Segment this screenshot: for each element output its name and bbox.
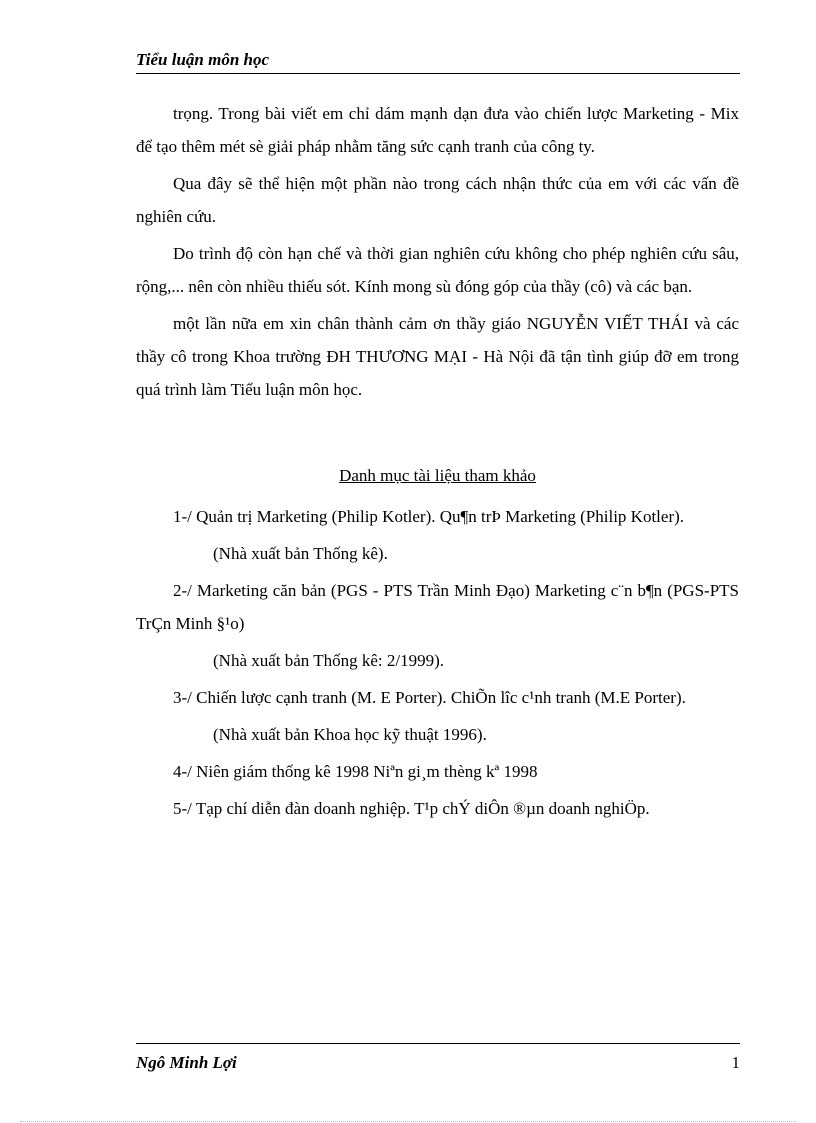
paragraph: Qua đây sẽ thể hiện một phần nào trong cách nhận thức của em với các vấn đề nghiên cứu. [136,174,739,226]
references-title: Danh mục tài liệu tham khảo [339,466,536,485]
page-footer [136,1043,740,1073]
reference-publisher: (Nhà xuất bản Thống kê). [213,544,388,563]
reference-item: 5-/ Tạp chí diễn đàn doanh nghiệp. T¹p chÝ diÔn ®µn doanh nghiÖp. [173,799,650,818]
paragraph: Do trình độ còn hạn chế và thời gian nghiên cứu không cho phép nghiên cứu sâu, rộng,... nên còn nhiều thiếu sót. Kính mong sù đóng góp của thầy (cô) và các bạn. [136,244,739,296]
page-body [136,97,739,829]
reference-item: 2-/ Marketing căn bản (PGS - PTS Trần Minh Đạo) Marketing c¨n b¶n (PGS-PTS TrÇn Minh §¹o) [136,581,739,633]
reference-publisher: (Nhà xuất bản Khoa học kỹ thuật 1996). [213,725,487,744]
header-title: Tiểu luận môn học [136,50,270,69]
footer-author: Ngô Minh Lợi [136,1053,237,1072]
page-bottom-divider [20,1121,796,1122]
reference-publisher: (Nhà xuất bản Thống kê: 2/1999). [213,651,445,670]
page-header [136,50,740,74]
reference-item: 4-/ Niên giám thống kê 1998 Niªn gi¸m thèng kª 1998 [173,762,538,781]
paragraph: một lần nữa em xin chân thành cảm ơn thầy giáo NGUYỄN VIẾT THÁI và các thầy cô trong Khoa trường ĐH THƯƠNG MẠI - Hà Nội đã tận tình giúp đỡ em trong quá trình làm Tiểu luận môn học. [136,314,739,399]
paragraph: trọng. Trong bài viết em chỉ dám mạnh dạn đưa vào chiến lược Marketing - Mix để tạo thêm mét sè giải pháp nhằm tăng sức cạnh tranh của công ty. [136,104,739,156]
page-number: 1 [731,1053,740,1072]
reference-item: 3-/ Chiến lược cạnh tranh (M. E Porter). ChiÕn lîc c¹nh tranh (M.E Porter). [173,688,686,707]
reference-item: 1-/ Quản trị Marketing (Philip Kotler). Qu¶n trÞ Marketing (Philip Kotler). [173,507,685,526]
